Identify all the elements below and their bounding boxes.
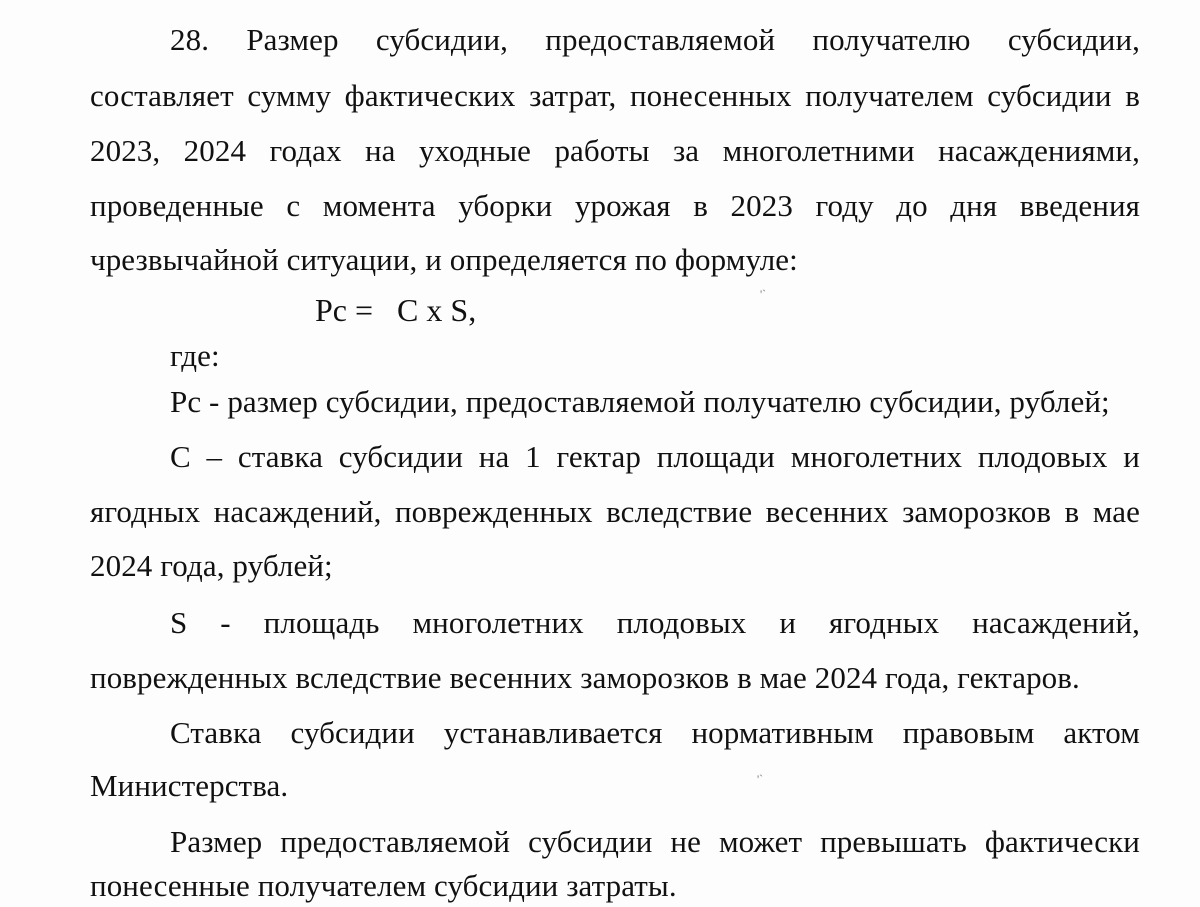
subsidy-formula: Pc = C x S,: [315, 292, 477, 328]
limit-paragraph-line-2: понесенные получателем субсидии затраты.: [90, 868, 677, 903]
limit-paragraph-line-1: Размер предоставляемой субсидии не может превышать фактически: [170, 824, 1140, 859]
definition-s-line-2: поврежденных вследствие весенних заморозков в мае 2024 года, гектаров.: [90, 660, 1080, 695]
paragraph-28-line-3: 2023, 2024 годах на уходные работы за многолетними насаждениями,: [90, 133, 1140, 168]
scan-speck: '`: [757, 772, 764, 786]
definition-c-line-1: C – ставка субсидии на 1 гектар площади многолетних плодовых и: [170, 439, 1140, 474]
paragraph-28-line-2: составляет сумму фактических затрат, понесенных получателем субсидии в: [90, 78, 1140, 113]
definition-s-line-1: S - площадь многолетних плодовых и ягодных насаждений,: [170, 605, 1140, 640]
paragraph-28-line-4: проведенные с момента уборки урожая в 2023 году до дня введения: [90, 188, 1140, 223]
where-label: где:: [170, 338, 220, 373]
rate-paragraph-line-2: Министерства.: [90, 768, 289, 803]
definition-pc: Pc - размер субсидии, предоставляемой получателю субсидии, рублей;: [170, 384, 1110, 419]
paragraph-28-line-1: 28. Размер субсидии, предоставляемой получателю субсидии,: [170, 22, 1140, 57]
scan-speck: '`: [760, 287, 767, 301]
rate-paragraph-line-1: Ставка субсидии устанавливается нормативным правовым актом: [170, 715, 1140, 750]
definition-c-line-2: ягодных насаждений, поврежденных вследствие весенних заморозков в мае: [90, 494, 1140, 529]
paragraph-28-line-5: чрезвычайной ситуации, и определяется по формуле:: [90, 242, 798, 277]
definition-c-line-3: 2024 года, рублей;: [90, 548, 333, 583]
